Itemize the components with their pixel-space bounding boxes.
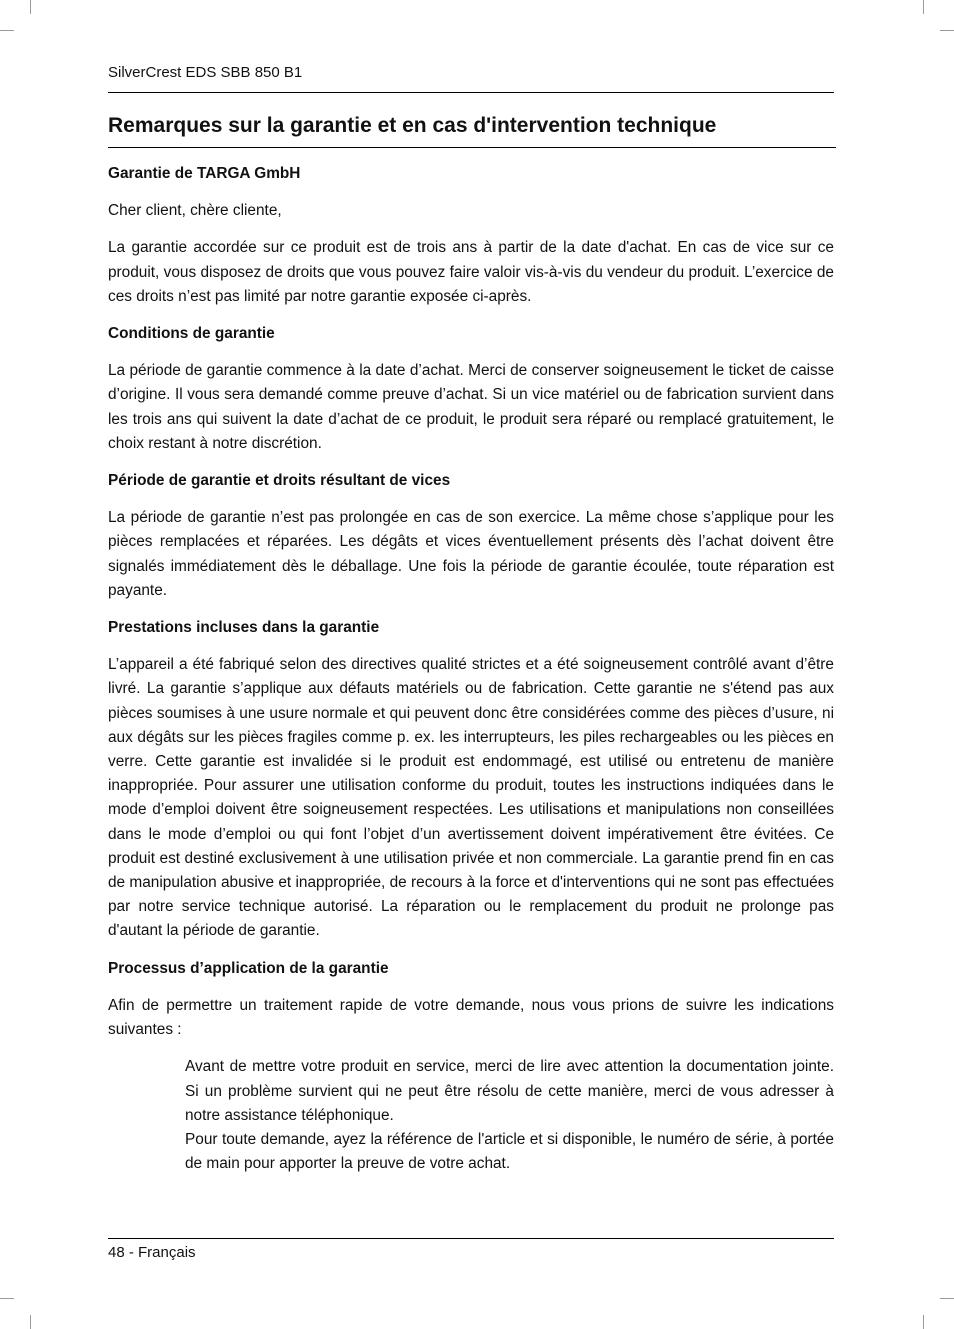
crop-mark [923,0,924,14]
section-heading: Garantie de TARGA GmbH [108,165,301,182]
crop-mark [940,30,954,31]
indented-instructions [185,1055,834,1176]
paragraph: Cher client, chère cliente, [108,202,282,220]
section-heading: Processus d’application de la garantie [108,959,389,977]
page-title: Remarques sur la garantie et en cas d'intervention technique [108,114,717,137]
section-heading: Période de garantie et droits résultant de vices [108,472,451,490]
paragraph: La période de garantie commence à la date d’achat. Merci de conserver soigneusement le ticket de caisse d’origine. Il vous sera demandé comme preuve d’achat. Si un vice matériel ou de fabrication survient dans les trois ans qui suivent la date d’achat de ce produit, le produit sera réparé ou remplacé gratuitement, le choix restant à notre discrétion. [108,362,834,452]
section-periode [108,469,834,603]
paragraph: La garantie accordée sur ce produit est de trois ans à partir de la date d'achat. En cas de vice sur ce produit, vous disposez de droits que vous pouvez faire valoir vis-à-vis du vendeur du produit. L’exercice de ces droits n’est pas limité par notre garantie exposée ci-après. [108,239,834,305]
paragraph: Afin de permettre un traitement rapide de votre demande, nous vous prions de suivre les indications suivantes : [108,996,834,1039]
title-rule [108,147,836,148]
instruction-item: Avant de mettre votre produit en service, merci de lire avec attention la documentation jointe. Si un problème survient qui ne peut être résolu de cette manière, merci de vous adresser à notre assistance téléphonique. [185,1058,834,1124]
paragraph: L’appareil a été fabriqué selon des directives qualité strictes et a été soigneusement contrôlé avant d’être livré. La garantie s’applique aux défauts matériels ou de fabrication. Cette garantie ne s'étend pas aux pièces soumises à une usure normale et qui peuvent donc être considérées comme des pièces d’usure, ni aux dégâts sur les pièces fragiles comme p. ex. les interrupteurs, les piles rechargeables ou les pièces en verre. Cette garantie est invalidée si le produit est endommagé, est utilisé ou entretenu de manière inappropriée. Pour assurer une utilisation conforme du produit, toutes les instructions indiquées dans le mode d’emploi doivent être soigneusement respectées. Les utilisations et manipulations non conseillées dans le mode d’emploi ou qui font l’objet d’un avertissement doivent impérativement être évitées. Ce produit est destiné exclusivement à une utilisation privée et non commerciale. La garantie prend fin en cas de manipulation abusive et inappropriée, de recours à la force et d'interventions qui ne sont pas effectuées par notre service technique autorisé. La réparation ou le remplacement du produit ne prolonge pas d'autant la période de garantie. [108,656,834,940]
document-body [108,162,834,1176]
running-header: SilverCrest EDS SBB 850 B1 [108,64,303,81]
section-targa [108,162,834,309]
section-processus [108,957,834,1043]
crop-mark [0,1298,14,1299]
paragraph: La période de garantie n’est pas prolongée en cas de son exercice. La même chose s’applique pour les pièces remplacées et réparées. Les dégâts et vices éventuellement présents dès l’achat doivent être signalés immédiatement dès le déballage. Une fois la période de garantie écoulée, toute réparation est payante. [108,509,834,599]
crop-mark [0,30,14,31]
header-rule [108,92,834,93]
crop-mark [940,1298,954,1299]
section-heading: Conditions de garantie [108,325,275,343]
footer-rule [108,1238,834,1239]
crop-mark [30,0,31,14]
crop-mark [30,1315,31,1329]
section-prestations [108,616,834,944]
section-heading: Prestations incluses dans la garantie [108,619,380,637]
page-footer: 48 - Français [108,1244,196,1261]
section-conditions [108,322,834,456]
crop-mark [923,1315,924,1329]
instruction-item: Pour toute demande, ayez la référence de l'article et si disponible, le numéro de série, à portée de main pour apporter la preuve de votre achat. [185,1130,834,1173]
